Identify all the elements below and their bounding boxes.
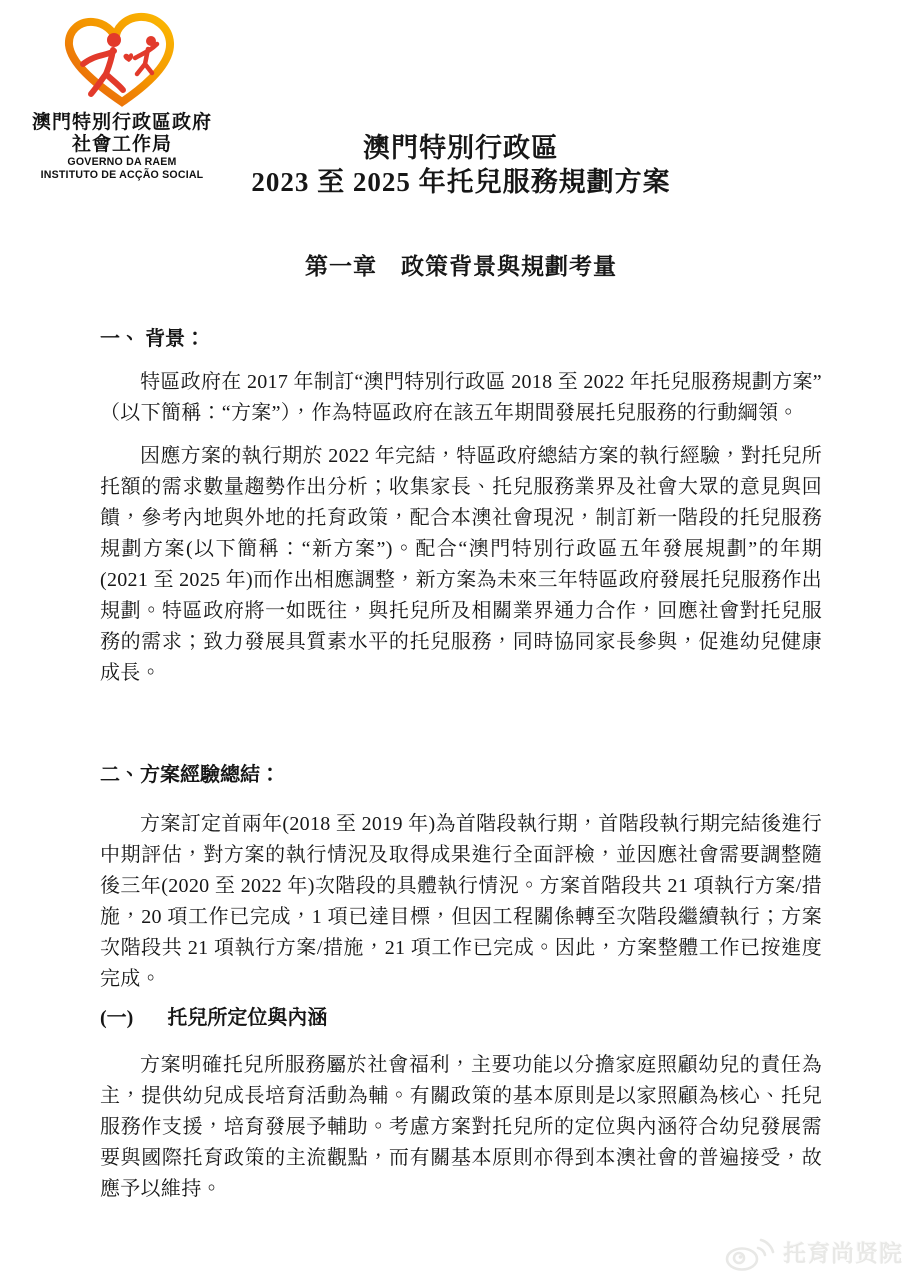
subsection-number: (一) <box>100 1007 134 1029</box>
section-heading-background: 一、 背景： <box>100 328 205 350</box>
document-title-line1: 澳門特別行政區 <box>363 133 559 163</box>
paragraph-positioning: 方案明確托兒所服務屬於社會福利，主要功能以分擔家庭照顧幼兒的責任為主，提供幼兒成長培育活動為輔。有關政策的基本原則是以家照顧為核心、托兒服務作支援，培育發展予輔助。考慮方案對托兒所的定位與內涵符合幼兒發展需要與國際托育政策的主流觀點，而有關基本原則亦得到本澳社會的普遍接受，故應予以維持。 <box>100 1054 822 1200</box>
subsection-heading-positioning <box>100 1005 822 1032</box>
org-name-zh-line1: 澳門特別行政區政府 <box>31 112 212 133</box>
document-title <box>100 131 822 199</box>
paragraph-plan-summary: 方案訂定首兩年(2018 至 2019 年)為首階段執行期，首階段執行期完結後進行中期評估，對方案的執行情況及取得成果進行全面評檢，並因應社會需要調整隨後三年(2020 至 2022 年)次階段的具體執行情況。方案首階段共 21 項執行方案/措施，20 項工作已完成，1 項已達目標，但因工程關係轉至次階段繼續執行；方案次階段共 21 項執行方案/措施，21 項工作已完成。因此，方案整體工作已按進度完成。 <box>100 813 822 990</box>
chapter-heading: 第一章 政策背景與規劃考量 <box>305 254 617 279</box>
watermark <box>722 1235 903 1271</box>
weibo-icon <box>722 1235 778 1271</box>
subsection-title: 托兒所定位與內涵 <box>167 1007 328 1029</box>
document-title-line2: 2023 至 2025 年托兒服務規劃方案 <box>251 167 671 197</box>
watermark-text: 托育尚贤院 <box>783 1240 903 1266</box>
org-name-pt-line2: INSTITUTO DE ACÇÃO SOCIAL <box>40 168 204 181</box>
org-name-pt-line1: GOVERNO DA RAEM <box>67 156 177 168</box>
paragraph-background-1: 特區政府在 2017 年制訂“澳門特別行政區 2018 至 2022 年托兒服務規劃方案”（以下簡稱：“方案”），作為特區政府在該五年期間發展托兒服務的行動綱領。 <box>100 371 822 424</box>
paragraph-background-2: 因應方案的執行期於 2022 年完結，特區政府總結方案的執行經驗，對托兒所托額的需求數量趨勢作出分析；收集家長、托兒服務業界及社會大眾的意見與回饋，參考內地與外地的托育政策，配合本澳社會現況，制訂新一階段的托兒服務規劃方案(以下簡稱：“新方案”)。配合“澳門特別行政區五年發展規劃”的年期(2021 至 2025 年)而作出相應調整，新方案為未來三年特區政府發展托兒服務作出規劃。特區政府將一如既往，與托兒所及相關業界通力合作，回應社會對托兒服務的需求；致力發展具質素水平的托兒服務，同時協同家長參與，促進幼兒健康成長。 <box>100 445 822 684</box>
org-name-zh-line2: 社會工作局 <box>71 134 172 155</box>
section-heading-plan-summary: 二、方案經驗總結： <box>100 764 280 786</box>
document-body <box>100 0 822 1205</box>
